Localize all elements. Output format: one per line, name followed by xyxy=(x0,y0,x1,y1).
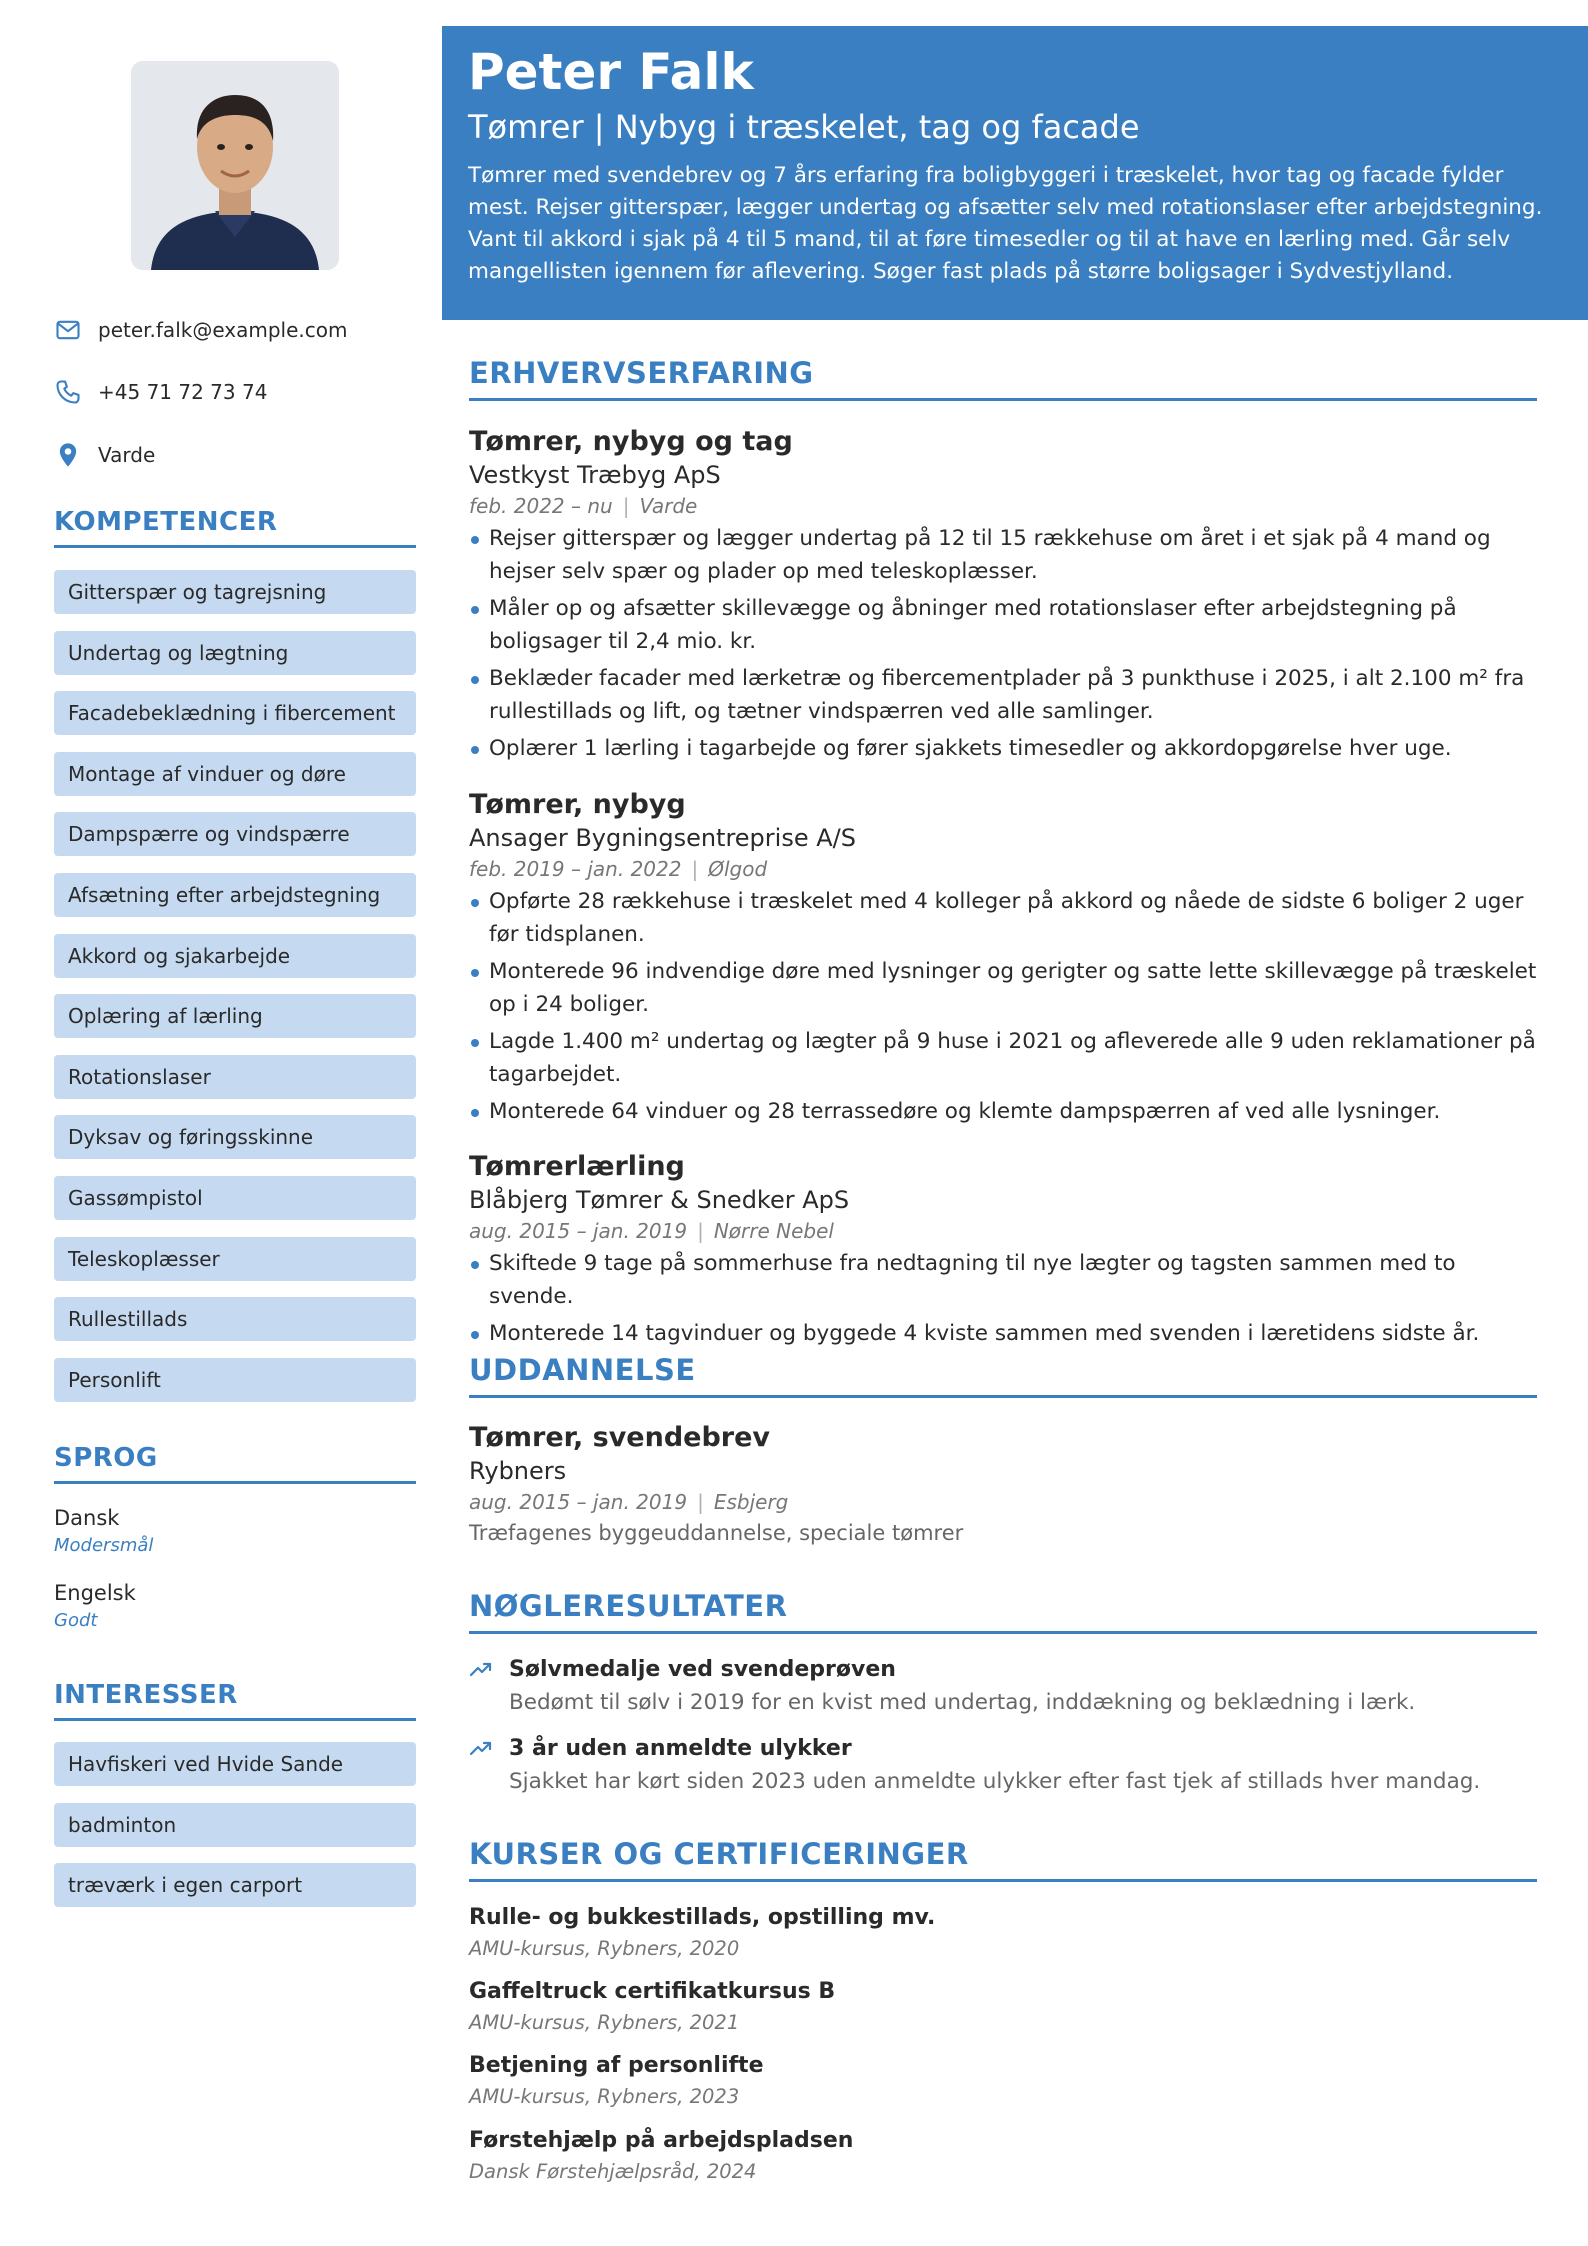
job-bullets xyxy=(469,523,1537,766)
job-bullet: Monterede 96 indvendige døre med lysninger og gerigter og satte lette skillevægge på træskelet op i 24 boliger. xyxy=(469,956,1537,1021)
phone-row[interactable] xyxy=(54,376,267,408)
course-title: Førstehjælp på arbejdspladsen xyxy=(469,2128,854,2153)
job-company: Blåbjerg Tømrer & Snedker ApS xyxy=(469,1186,850,1214)
language-level: Modersmål xyxy=(54,1535,154,1556)
skill-pill: Facadebeklædning i fibercement xyxy=(54,691,416,735)
skill-pill: Montage af vinduer og døre xyxy=(54,752,416,796)
course-title: Rulle- og bukkestillads, opstilling mv. xyxy=(469,1905,936,1930)
phone-icon xyxy=(54,378,82,406)
interest-pill: træværk i egen carport xyxy=(54,1863,416,1907)
job-bullet: Beklæder facader med lærketræ og fibercementplader på 3 punkthuse i 2025, i alt 2.100 m² fra rullestillads og lift, og tætner vindspærren ved alle samlinger. xyxy=(469,663,1537,728)
course-item xyxy=(469,1902,1537,1964)
job-meta xyxy=(469,1216,1537,1246)
course-meta: AMU-kursus, Rybners, 2023 xyxy=(469,2085,740,2108)
phone-text: +45 71 72 73 74 xyxy=(98,380,268,404)
skill-pill: Dyksav og føringsskinne xyxy=(54,1115,416,1159)
portrait-illustration xyxy=(131,61,339,270)
courses-heading: KURSER OG CERTIFICERINGER xyxy=(469,1837,1537,1882)
skill-pill: Teleskoplæsser xyxy=(54,1237,416,1281)
profile-photo xyxy=(131,61,339,270)
job-dates: feb. 2022 – nu xyxy=(469,494,613,518)
meta-separator: | xyxy=(622,494,630,518)
result-description: Sjakket har kørt siden 2023 uden anmeldte ulykker efter fast tjek af stillads hver mandag. xyxy=(509,1769,1481,1794)
education-description: Træfagenes byggeuddannelse, speciale tømrer xyxy=(469,1521,964,1545)
job-bullet: Lagde 1.400 m² undertag og lægter på 9 huse i 2021 og afleverede alle 9 uden reklamationer på tagarbejdet. xyxy=(469,1026,1537,1091)
skill-pill: Oplæring af lærling xyxy=(54,994,416,1038)
job-location: Nørre Nebel xyxy=(713,1219,834,1243)
job-entry xyxy=(469,788,1537,1134)
course-item xyxy=(469,1976,1537,2038)
job-title: Tømrerlærling xyxy=(469,1151,685,1182)
results-heading: NØGLERESULTATER xyxy=(469,1589,1537,1634)
interests-list xyxy=(54,1742,416,1924)
job-company: Ansager Bygningsentreprise A/S xyxy=(469,824,856,852)
skill-pill: Personlift xyxy=(54,1358,416,1402)
skills-heading: KOMPETENCER xyxy=(54,507,416,548)
course-title: Gaffeltruck certifikatkursus B xyxy=(469,1979,836,2004)
meta-separator: | xyxy=(697,1490,704,1514)
profile-summary: Tømrer med svendebrev og 7 års erfaring fra boligbyggeri i træskelet, hvor tag og facade fylder mest. Rejser gitterspær, lægger undertag og afsætter selv med rotationslaser efter arbejdstegning. Vant til akkord i sjak på 4 til 5 mand, til at føre timesedler og til at have en lærling med. Går selv mangellisten igennem før aflevering. Søger fast plads på større boligsager i Sydvestjylland. xyxy=(468,163,1543,284)
language-item xyxy=(54,1578,416,1634)
skills-list xyxy=(54,570,416,1418)
skill-pill: Rullestillads xyxy=(54,1297,416,1341)
job-bullet: Monterede 14 tagvinduer og byggede 4 kviste sammen med svenden i læretidens sidste år. xyxy=(469,1318,1537,1351)
education-meta xyxy=(469,1487,1537,1517)
location-pin-icon xyxy=(54,441,82,469)
education-heading: UDDANNELSE xyxy=(469,1353,1537,1398)
result-item xyxy=(469,1654,1537,1720)
skill-pill: Afsætning efter arbejdstegning xyxy=(54,873,416,917)
job-bullet: Opførte 28 rækkehuse i træskelet med 4 kolleger på akkord og nåede de sidste 6 boliger 2 uger før tidsplanen. xyxy=(469,886,1537,951)
job-bullets xyxy=(469,1248,1537,1351)
education-school: Rybners xyxy=(469,1457,567,1485)
language-item xyxy=(54,1503,416,1559)
course-title: Betjening af personlifte xyxy=(469,2053,764,2078)
interest-pill: badminton xyxy=(54,1803,416,1847)
language-level: Godt xyxy=(54,1610,98,1631)
job-dates: feb. 2019 – jan. 2022 xyxy=(469,857,682,881)
trending-up-icon xyxy=(469,1660,493,1678)
languages-heading: SPROG xyxy=(54,1443,416,1484)
result-item xyxy=(469,1733,1537,1799)
job-bullet: Monterede 64 vinduer og 28 terrassedøre og klemte dampspærren af ved alle lysninger. xyxy=(469,1096,1537,1129)
job-dates: aug. 2015 – jan. 2019 xyxy=(469,1219,688,1243)
job-title: Tømrer, nybyg xyxy=(469,789,686,820)
job-bullet: Måler op og afsætter skillevægge og åbninger med rotationslaser efter arbejdstegning på boligsager til 2,4 mio. kr. xyxy=(469,593,1537,658)
job-company: Vestkyst Træbyg ApS xyxy=(469,461,721,489)
experience-heading: ERHVERVSERFARING xyxy=(469,356,1537,401)
course-item xyxy=(469,2125,1537,2187)
skill-pill: Gassømpistol xyxy=(54,1176,416,1220)
education-title: Tømrer, svendebrev xyxy=(469,1422,771,1453)
job-entry xyxy=(469,1150,1537,1356)
course-item xyxy=(469,2050,1537,2112)
course-meta: Dansk Førstehjælpsråd, 2024 xyxy=(469,2160,757,2183)
job-bullets xyxy=(469,886,1537,1129)
job-location: Ølgod xyxy=(708,857,768,881)
language-name: Engelsk xyxy=(54,1581,136,1605)
result-title: Sølvmedalje ved svendeprøven xyxy=(509,1657,896,1682)
interests-heading: INTERESSER xyxy=(54,1680,416,1721)
education-dates: aug. 2015 – jan. 2019 xyxy=(469,1490,688,1514)
meta-separator: | xyxy=(697,1219,704,1243)
trending-up-icon xyxy=(469,1739,493,1757)
job-title: Tømrer, nybyg og tag xyxy=(469,426,793,457)
job-bullet: Rejser gitterspær og lægger undertag på 12 til 15 rækkehuse om året i et sjak på 4 mand og hejser selv spær og plader op med teleskoplæsser. xyxy=(469,523,1537,588)
job-location: Varde xyxy=(639,494,698,518)
header-banner xyxy=(442,26,1588,320)
education-location: Esbjerg xyxy=(713,1490,789,1514)
skill-pill: Dampspærre og vindspærre xyxy=(54,812,416,856)
location-text: Varde xyxy=(98,443,156,467)
skill-pill: Akkord og sjakarbejde xyxy=(54,934,416,978)
meta-separator: | xyxy=(691,857,699,881)
job-headline: Tømrer | Nybyg i træskelet, tag og facade xyxy=(468,108,1140,146)
job-bullet: Oplærer 1 lærling i tagarbejde og fører sjakkets timesedler og akkordopgørelse hver uge. xyxy=(469,733,1537,766)
language-name: Dansk xyxy=(54,1506,120,1530)
education-entry xyxy=(469,1421,1537,1549)
email-text: peter.falk@example.com xyxy=(98,318,348,342)
skill-pill: Gitterspær og tagrejsning xyxy=(54,570,416,614)
job-meta xyxy=(469,491,1537,521)
email-row[interactable] xyxy=(54,314,347,346)
course-meta: AMU-kursus, Rybners, 2021 xyxy=(469,2011,740,2034)
course-meta: AMU-kursus, Rybners, 2020 xyxy=(469,1937,740,1960)
skill-pill: Undertag og lægtning xyxy=(54,631,416,675)
interest-pill: Havfiskeri ved Hvide Sande xyxy=(54,1742,416,1786)
result-description: Bedømt til sølv i 2019 for en kvist med undertag, inddækning og beklædning i lærk. xyxy=(509,1690,1416,1715)
job-meta xyxy=(469,854,1537,884)
person-name: Peter Falk xyxy=(468,43,754,101)
job-bullet: Skiftede 9 tage på sommerhuse fra nedtagning til nye lægter og tagsten sammen med to svende. xyxy=(469,1248,1537,1313)
job-entry xyxy=(469,425,1537,771)
location-row xyxy=(54,439,155,471)
mail-icon xyxy=(54,316,82,344)
result-title: 3 år uden anmeldte ulykker xyxy=(509,1736,852,1761)
skill-pill: Rotationslaser xyxy=(54,1055,416,1099)
